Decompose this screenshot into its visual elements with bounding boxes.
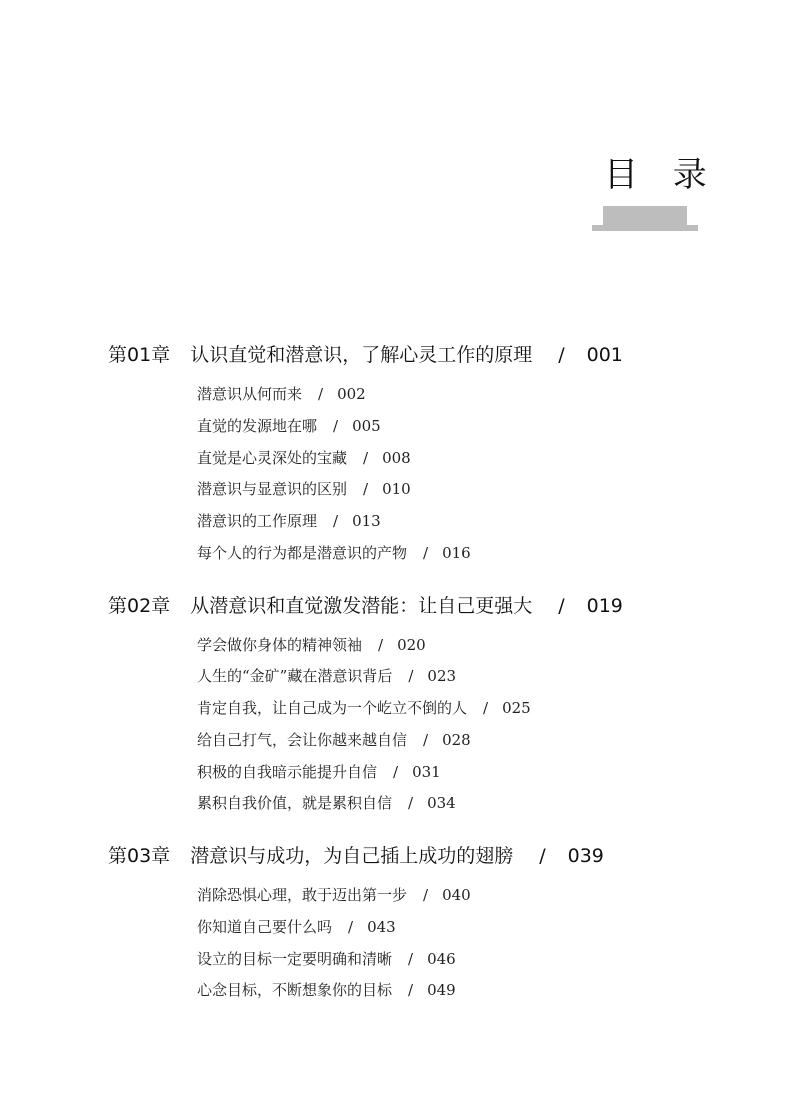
chapter-number: 第03章 xyxy=(108,845,171,867)
chapter-number: 第01章 xyxy=(108,344,171,366)
section-entry[interactable] xyxy=(197,983,456,998)
section-page: 025 xyxy=(502,699,531,717)
section-page: 002 xyxy=(337,385,366,403)
section-title: 给自己打气，会让你越来越自信 xyxy=(197,731,408,749)
section-entry[interactable] xyxy=(197,638,426,653)
page-separator: / xyxy=(333,417,339,435)
section-title: 人生的“金矿”藏在潜意识背后 xyxy=(197,667,393,685)
chapter-page: 019 xyxy=(586,595,623,617)
section-title: 学会做你身体的精神领袖 xyxy=(197,636,363,654)
chapter-page: 001 xyxy=(586,344,623,366)
section-title: 直觉的发源地在哪 xyxy=(197,417,318,435)
page-separator: / xyxy=(558,344,565,366)
section-page: 016 xyxy=(442,544,471,562)
section-page: 040 xyxy=(442,886,471,904)
section-page: 013 xyxy=(352,512,381,530)
section-page: 010 xyxy=(382,480,411,498)
section-entry[interactable] xyxy=(197,451,411,466)
page-separator: / xyxy=(348,918,354,936)
page-separator: / xyxy=(408,981,414,999)
page-separator: / xyxy=(423,731,429,749)
page-separator: / xyxy=(363,480,369,498)
page-separator: / xyxy=(363,449,369,467)
section-title: 积极的自我暗示能提升自信 xyxy=(197,763,378,781)
section-title: 潜意识的工作原理 xyxy=(197,512,318,530)
chapter-entry-03[interactable] xyxy=(108,847,604,866)
section-page: 031 xyxy=(412,763,441,781)
page-separator: / xyxy=(378,636,384,654)
section-page: 034 xyxy=(427,794,456,812)
page-separator: / xyxy=(333,512,339,530)
section-page: 005 xyxy=(352,417,381,435)
section-title: 潜意识与显意识的区别 xyxy=(197,480,348,498)
title-underline-rule xyxy=(592,225,698,231)
page-separator: / xyxy=(423,886,429,904)
section-title: 心念目标，不断想象你的目标 xyxy=(197,981,393,999)
section-entry[interactable] xyxy=(197,669,456,684)
chapter-entry-01[interactable] xyxy=(108,346,623,365)
section-entry[interactable] xyxy=(197,952,456,967)
page-separator: / xyxy=(539,845,546,867)
section-entry[interactable] xyxy=(197,701,531,716)
page-separator: / xyxy=(408,667,414,685)
section-entry[interactable] xyxy=(197,546,471,561)
section-entry[interactable] xyxy=(197,514,381,529)
chapter-page: 039 xyxy=(567,845,604,867)
chapter-number: 第02章 xyxy=(108,595,171,617)
section-title: 潜意识从何而来 xyxy=(197,385,303,403)
section-page: 028 xyxy=(442,731,471,749)
section-entry[interactable] xyxy=(197,419,381,434)
section-entry[interactable] xyxy=(197,733,471,748)
section-entry[interactable] xyxy=(197,387,366,402)
section-page: 046 xyxy=(427,950,456,968)
section-page: 043 xyxy=(367,918,396,936)
section-page: 020 xyxy=(397,636,426,654)
section-title: 每个人的行为都是潜意识的产物 xyxy=(197,544,408,562)
section-title: 肯定自我，让自己成为一个屹立不倒的人 xyxy=(197,699,468,717)
section-entry[interactable] xyxy=(197,920,396,935)
section-title: 消除恐惧心理，敢于迈出第一步 xyxy=(197,886,408,904)
chapter-title: 认识直觉和潜意识，了解心灵工作的原理 xyxy=(190,344,533,366)
page-separator: / xyxy=(408,950,414,968)
page-separator: / xyxy=(483,699,489,717)
page-separator: / xyxy=(393,763,399,781)
section-title: 设立的目标一定要明确和清晰 xyxy=(197,950,393,968)
page-separator: / xyxy=(408,794,414,812)
section-page: 049 xyxy=(427,981,456,999)
chapter-title: 潜意识与成功，为自己插上成功的翅膀 xyxy=(190,845,514,867)
page-separator: / xyxy=(558,595,565,617)
section-title: 累积自我价值，就是累积自信 xyxy=(197,794,393,812)
page-separator: / xyxy=(423,544,429,562)
section-title: 直觉是心灵深处的宝藏 xyxy=(197,449,348,467)
section-page: 023 xyxy=(427,667,457,685)
section-entry[interactable] xyxy=(197,888,471,903)
page-separator: / xyxy=(318,385,324,403)
section-entry[interactable] xyxy=(197,796,456,811)
section-entry[interactable] xyxy=(197,765,441,780)
chapter-title: 从潜意识和直觉激发潜能：让自己更强大 xyxy=(190,595,533,617)
page-title: 目 录 xyxy=(604,155,719,195)
chapter-entry-02[interactable] xyxy=(108,597,623,616)
title-underline-block xyxy=(603,206,687,226)
section-title: 你知道自己要什么吗 xyxy=(197,918,333,936)
section-page: 008 xyxy=(382,449,411,467)
section-entry[interactable] xyxy=(197,482,411,497)
